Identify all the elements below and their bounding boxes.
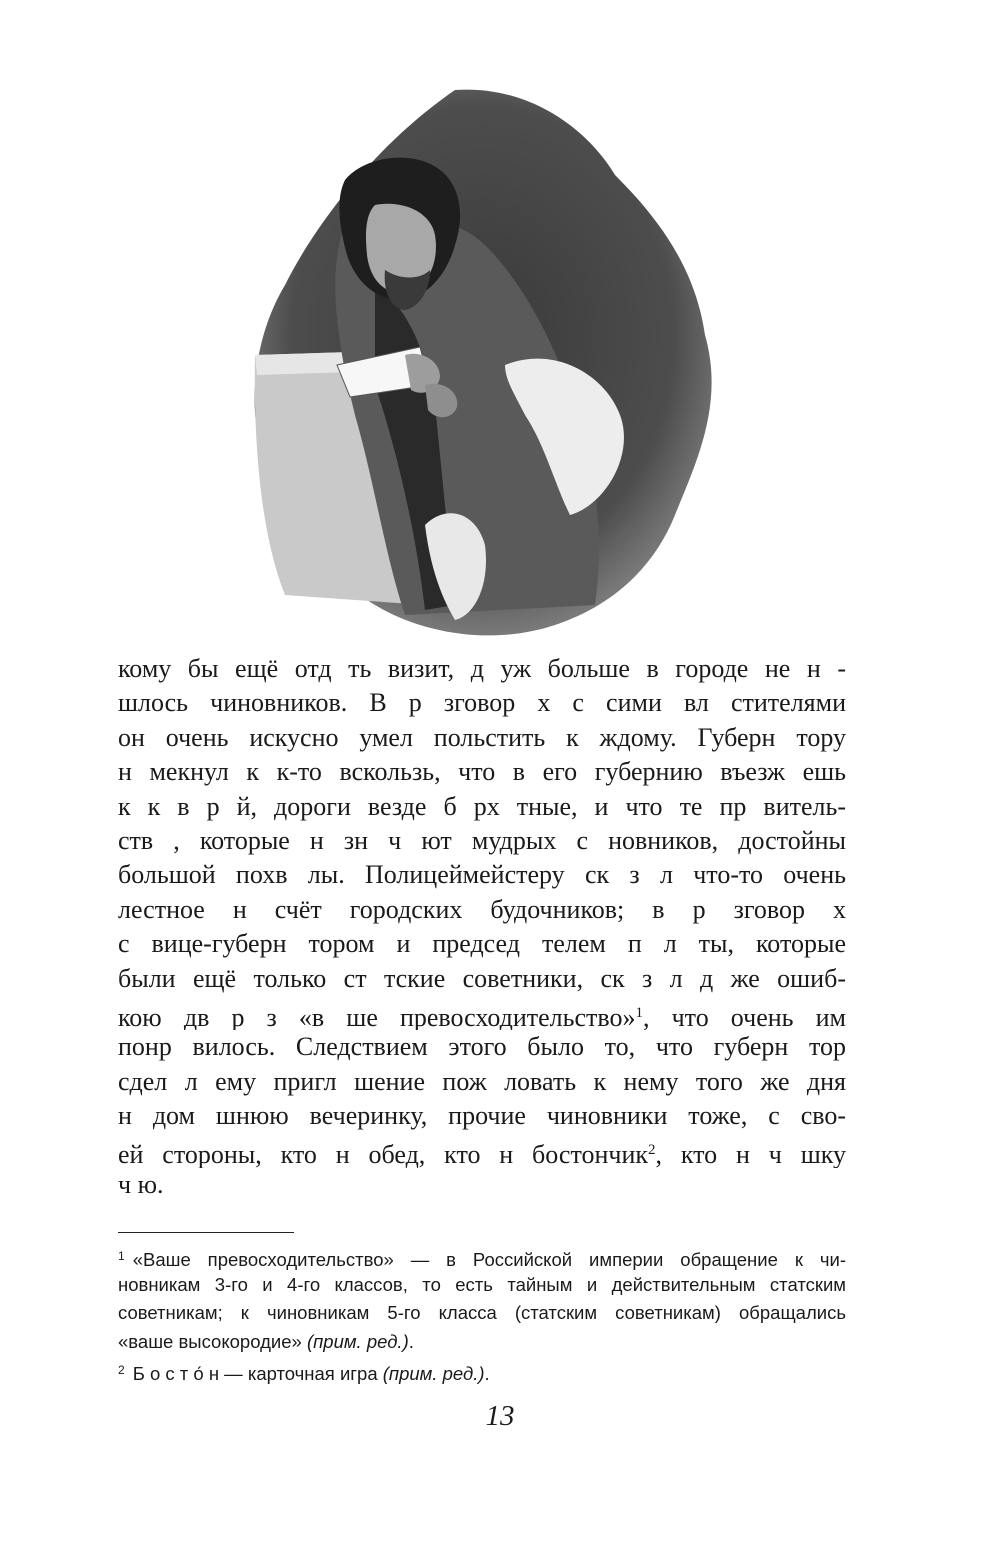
body-line: он очень искусно умел польстить к ждому. Губерн тору: [118, 722, 846, 752]
body-line-tail: , кто н ч шку: [655, 1140, 846, 1168]
footnotes: [118, 1242, 846, 1385]
footnote-1-line: новникам 3-го и 4-го классов, то есть тайным и действительным статским: [118, 1273, 846, 1295]
body-line: н мекнул к к-то вскользь, что в его губернию въезж ешь: [118, 757, 846, 787]
body-line: лестное н счёт городских будочников; в р зговор х: [118, 894, 846, 924]
footnote-2-end: .: [484, 1363, 490, 1384]
footnote-1-text: «ваше высокородие»: [118, 1330, 307, 1352]
body-line-text: ей стороны, кто н обед, кто н бостончик: [118, 1140, 649, 1168]
body-line-tail: , что очень им: [643, 1002, 846, 1031]
footnote-2-number: 2: [118, 1363, 125, 1377]
page-number: 13: [485, 1400, 515, 1432]
body-line: шлось чиновников. В р зговор х с сими вл стителями: [118, 688, 846, 718]
body-line: понр вилось. Следствием этого было то, что губерн тор: [118, 1032, 846, 1062]
illustration: [225, 85, 745, 645]
footnote-divider: [118, 1232, 294, 1233]
body-line-with-footnote-2: [118, 1133, 846, 1167]
body-line: к к в р й, дороги везде б рх тные, и что те пр витель-: [118, 791, 846, 821]
footnote-1-text: «Ваше превосходительство» — в Российской империи обращение к чи-: [132, 1249, 846, 1270]
footnote-marker-1[interactable]: 1: [635, 1004, 643, 1021]
body-line: ств , которые н зн ч ют мудрых с новников, достойны: [118, 825, 846, 855]
body-line-text: кою дв р з «в ше превосходительство»: [118, 1002, 636, 1031]
footnote-2-text: — карточная игра: [219, 1363, 383, 1384]
editor-note: (прим. ред.): [306, 1330, 409, 1352]
body-line: н дом шнюю вечеринку, прочие чиновники тоже, с сво-: [118, 1101, 846, 1131]
body-line: были ещё только ст тские советники, ск з л д же ошиб-: [118, 963, 846, 993]
footnote-1-end: .: [408, 1330, 414, 1352]
footnote-marker-2[interactable]: 2: [648, 1142, 656, 1159]
body-line-with-footnote-1: [118, 996, 846, 1030]
body-line: с вице-губерн тором и председ телем п л ты, которые: [118, 929, 846, 959]
editor-note: (прим. ред.): [382, 1363, 485, 1384]
body-line: сдел л ему пригл шение пож ловать к нему того же дня: [118, 1066, 846, 1096]
body-text: [118, 652, 846, 1202]
footnote-1-line: [118, 1242, 846, 1271]
body-line: большой похв лы. Полицеймейстеру ск з л что-то очень: [118, 860, 846, 890]
footnote-1-number: 1: [118, 1249, 125, 1263]
body-line: ч ю.: [118, 1169, 164, 1199]
footnote-1-line: [118, 1328, 846, 1357]
body-line: кому бы ещё отд ть визит, д уж больше в городе не н -: [118, 654, 846, 683]
footnote-2-term: Б о с т о́ н: [132, 1363, 220, 1384]
footnote-2-line: [118, 1356, 846, 1385]
engraving-man-reading-letter: [225, 85, 745, 645]
footnote-1-line: советникам; к чиновникам 5-го класса (статским советникам) обращались: [118, 1302, 846, 1323]
